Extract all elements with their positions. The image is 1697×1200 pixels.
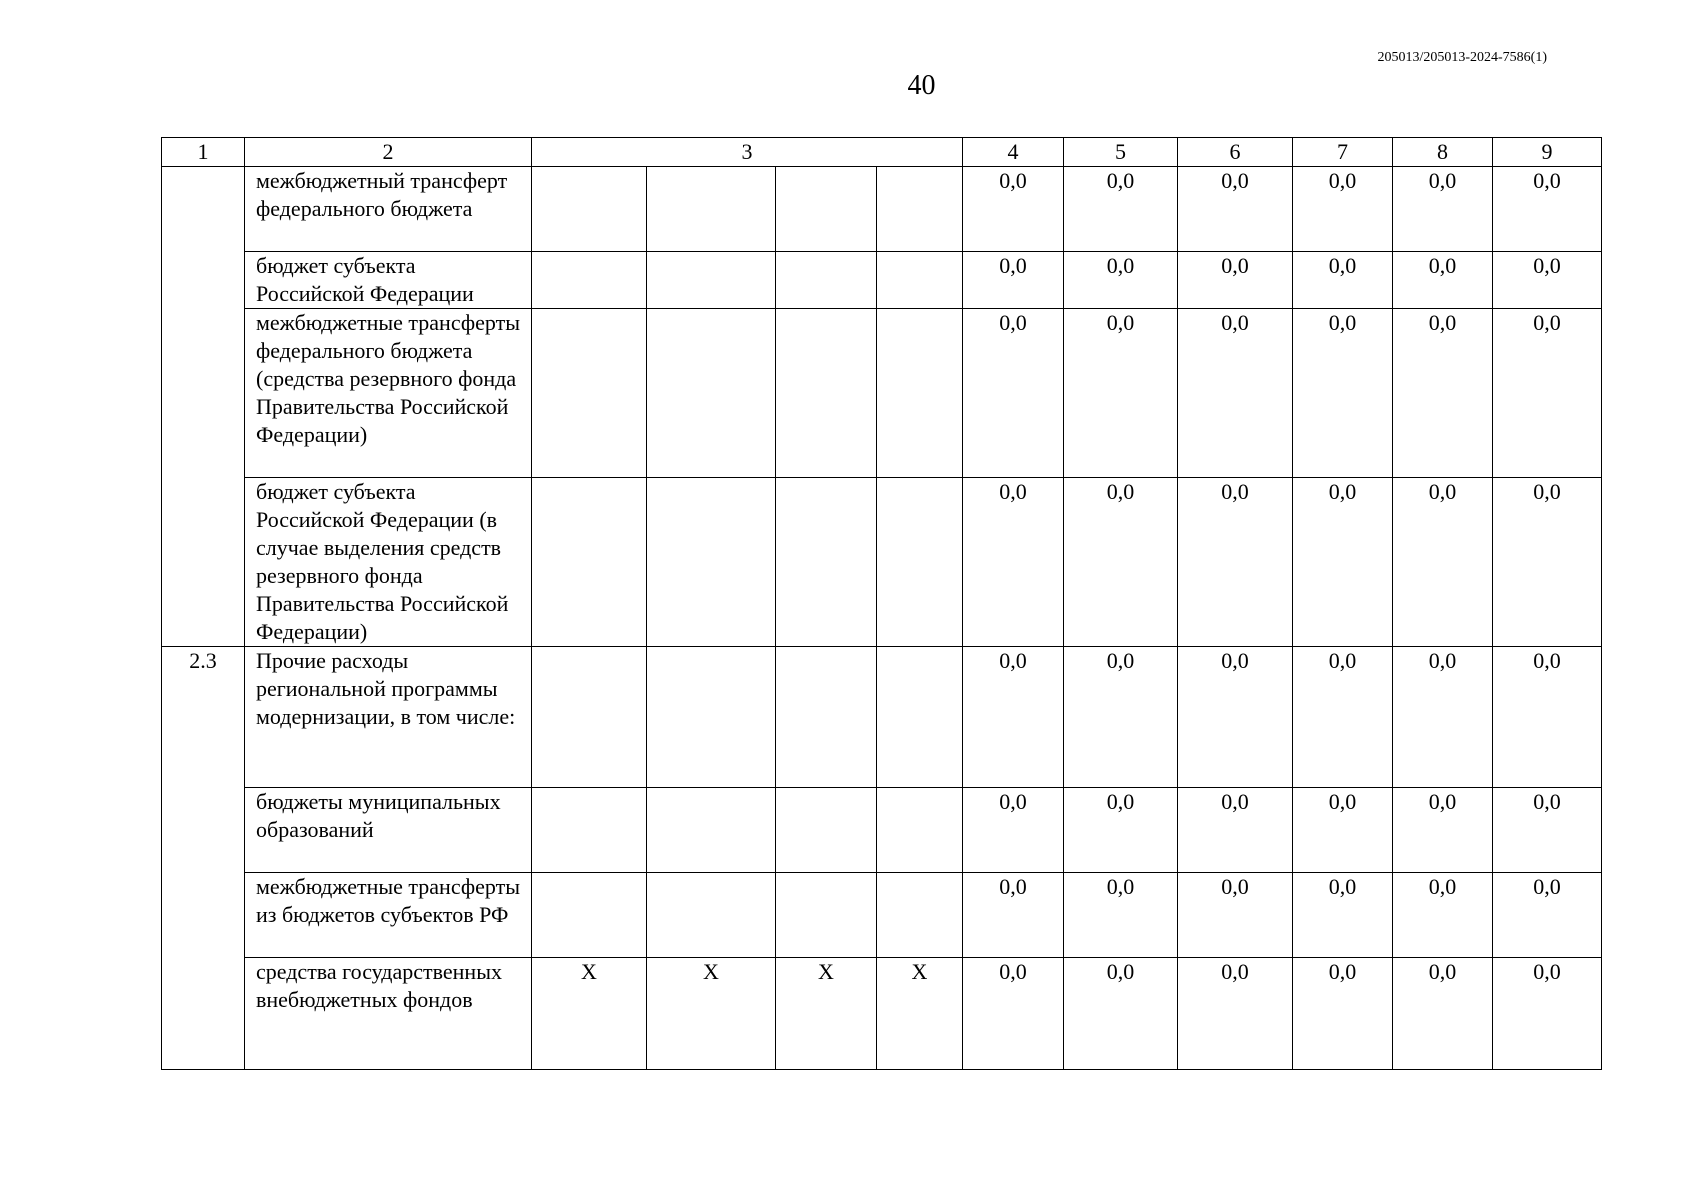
- value-cell: 0,0: [963, 647, 1064, 788]
- row-number: [162, 309, 245, 478]
- mark-cell: [532, 309, 647, 478]
- value-cell: 0,0: [1493, 478, 1602, 647]
- mark-cell: [877, 647, 963, 788]
- mark-cell: [776, 167, 877, 252]
- value-cell: 0,0: [1493, 309, 1602, 478]
- mark-cell: [532, 788, 647, 873]
- page-number: 40: [907, 70, 936, 101]
- table-row: [162, 788, 1602, 873]
- header-cell-2: 2: [245, 138, 532, 167]
- mark-cell: [647, 788, 776, 873]
- value-cell: 0,0: [1178, 958, 1293, 1070]
- header-cell-1: 1: [162, 138, 245, 167]
- mark-cell: [647, 478, 776, 647]
- value-cell: 0,0: [1178, 873, 1293, 958]
- document-id: 205013/205013-2024-7586(1): [1377, 50, 1547, 65]
- value-cell: 0,0: [1064, 788, 1178, 873]
- value-cell: 0,0: [1178, 252, 1293, 309]
- row-label: Прочие расходы региональной программы модернизации, в том числе:: [245, 647, 532, 788]
- value-cell: 0,0: [1393, 647, 1493, 788]
- value-cell: 0,0: [1293, 958, 1393, 1070]
- table-row: [162, 252, 1602, 309]
- mark-cell: [647, 647, 776, 788]
- value-cell: 0,0: [1064, 873, 1178, 958]
- row-number: [162, 873, 245, 958]
- row-number: [162, 167, 245, 252]
- value-cell: 0,0: [1393, 309, 1493, 478]
- row-number: 2.3: [162, 647, 245, 788]
- table-row: [162, 958, 1602, 1070]
- value-cell: 0,0: [1393, 478, 1493, 647]
- value-cell: 0,0: [1493, 788, 1602, 873]
- mark-cell: [647, 252, 776, 309]
- row-label: бюджет субъекта Российской Федерации: [245, 252, 532, 309]
- value-cell: 0,0: [1178, 788, 1293, 873]
- mark-cell: [776, 647, 877, 788]
- mark-cell: X: [532, 958, 647, 1070]
- value-cell: 0,0: [1064, 252, 1178, 309]
- mark-cell: [877, 478, 963, 647]
- row-number: [162, 788, 245, 873]
- mark-cell: [532, 252, 647, 309]
- value-cell: 0,0: [1393, 167, 1493, 252]
- mark-cell: [776, 788, 877, 873]
- value-cell: 0,0: [1493, 647, 1602, 788]
- value-cell: 0,0: [1178, 647, 1293, 788]
- value-cell: 0,0: [1293, 478, 1393, 647]
- row-label: бюджет субъекта Российской Федерации (в случае выделения средств резервного фонда Правительства Российской Федерации): [245, 478, 532, 647]
- value-cell: 0,0: [1293, 309, 1393, 478]
- value-cell: 0,0: [963, 873, 1064, 958]
- value-cell: 0,0: [1393, 788, 1493, 873]
- mark-cell: X: [647, 958, 776, 1070]
- table-row: [162, 167, 1602, 252]
- row-label: средства государственных внебюджетных фондов: [245, 958, 532, 1070]
- value-cell: 0,0: [1064, 167, 1178, 252]
- value-cell: 0,0: [1393, 252, 1493, 309]
- mark-cell: [532, 478, 647, 647]
- mark-cell: [647, 309, 776, 478]
- mark-cell: [776, 873, 877, 958]
- value-cell: 0,0: [1178, 167, 1293, 252]
- row-label: межбюджетные трансферты из бюджетов субъектов РФ: [245, 873, 532, 958]
- mark-cell: X: [776, 958, 877, 1070]
- header-cell-6: 6: [1178, 138, 1293, 167]
- value-cell: 0,0: [963, 788, 1064, 873]
- header-cell-7: 7: [1293, 138, 1393, 167]
- mark-cell: [647, 167, 776, 252]
- header-cell-9: 9: [1493, 138, 1602, 167]
- value-cell: 0,0: [963, 167, 1064, 252]
- value-cell: 0,0: [1493, 873, 1602, 958]
- row-label: межбюджетные трансферты федерального бюджета (средства резервного фонда Правительства Российской Федерации): [245, 309, 532, 478]
- value-cell: 0,0: [1064, 647, 1178, 788]
- mark-cell: X: [877, 958, 963, 1070]
- header-cell-5: 5: [1064, 138, 1178, 167]
- mark-cell: [877, 309, 963, 478]
- row-label: бюджеты муниципальных образований: [245, 788, 532, 873]
- value-cell: 0,0: [1293, 167, 1393, 252]
- value-cell: 0,0: [1064, 309, 1178, 478]
- value-cell: 0,0: [1493, 958, 1602, 1070]
- mark-cell: [532, 873, 647, 958]
- value-cell: 0,0: [1493, 252, 1602, 309]
- value-cell: 0,0: [963, 958, 1064, 1070]
- row-number: [162, 478, 245, 647]
- header-cell-3: 3: [532, 138, 963, 167]
- header-row: [162, 138, 1602, 167]
- table-row: [162, 873, 1602, 958]
- value-cell: 0,0: [963, 478, 1064, 647]
- value-cell: 0,0: [1064, 958, 1178, 1070]
- mark-cell: [877, 788, 963, 873]
- table-row: [162, 478, 1602, 647]
- value-cell: 0,0: [1293, 873, 1393, 958]
- mark-cell: [776, 309, 877, 478]
- mark-cell: [776, 252, 877, 309]
- table-row: [162, 309, 1602, 478]
- value-cell: 0,0: [963, 309, 1064, 478]
- mark-cell: [776, 478, 877, 647]
- row-label: межбюджетный трансферт федерального бюджета: [245, 167, 532, 252]
- mark-cell: [532, 647, 647, 788]
- header-cell-8: 8: [1393, 138, 1493, 167]
- mark-cell: [877, 252, 963, 309]
- value-cell: 0,0: [1393, 958, 1493, 1070]
- value-cell: 0,0: [1293, 252, 1393, 309]
- value-cell: 0,0: [1493, 167, 1602, 252]
- value-cell: 0,0: [1178, 309, 1293, 478]
- row-number: [162, 252, 245, 309]
- value-cell: 0,0: [1293, 788, 1393, 873]
- value-cell: 0,0: [1064, 478, 1178, 647]
- mark-cell: [877, 873, 963, 958]
- value-cell: 0,0: [1293, 647, 1393, 788]
- mark-cell: [647, 873, 776, 958]
- value-cell: 0,0: [1393, 873, 1493, 958]
- budget-table: [161, 137, 1602, 1070]
- mark-cell: [877, 167, 963, 252]
- value-cell: 0,0: [1178, 478, 1293, 647]
- row-number: [162, 958, 245, 1070]
- value-cell: 0,0: [963, 252, 1064, 309]
- mark-cell: [532, 167, 647, 252]
- header-cell-4: 4: [963, 138, 1064, 167]
- table-row: [162, 647, 1602, 788]
